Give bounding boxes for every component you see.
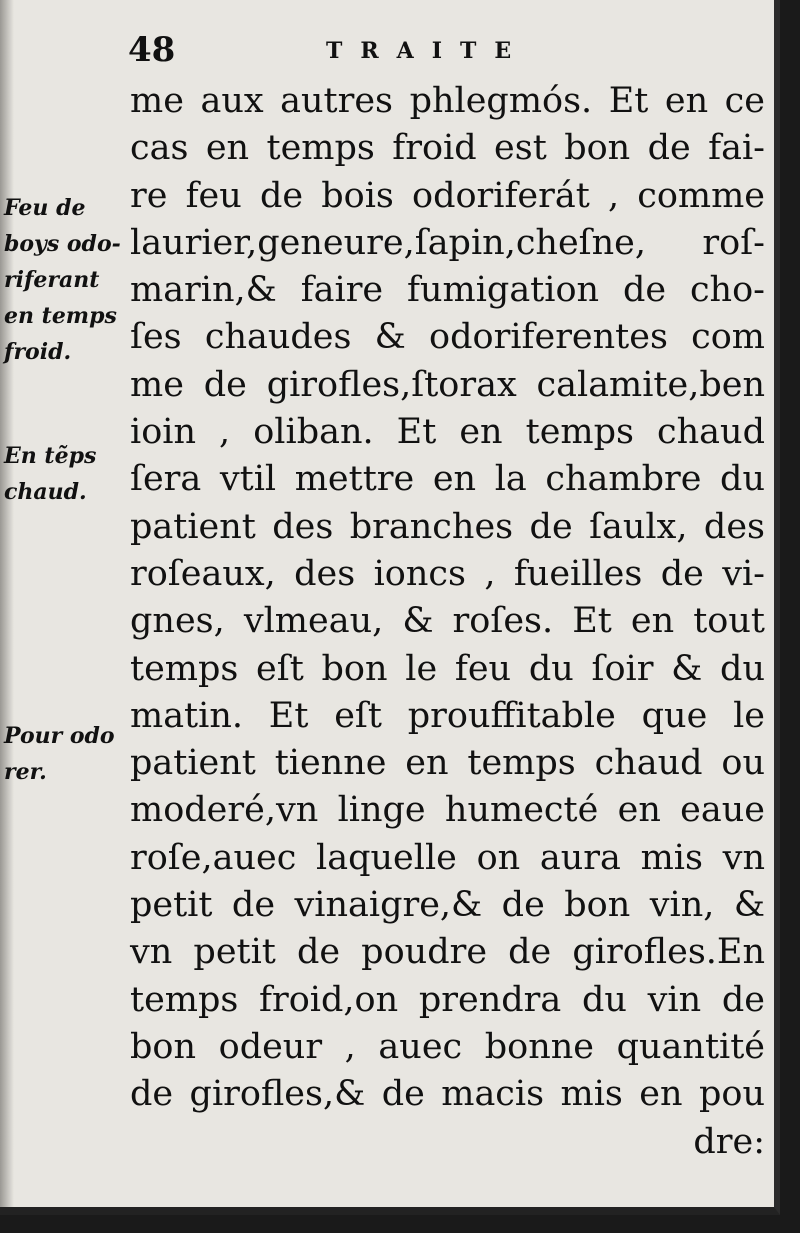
marginal-line: chaud. xyxy=(4,479,87,505)
text-line: patient des branches de ſaulx, des xyxy=(130,506,765,547)
text-line: me aux autres phlegmós. Et en ce xyxy=(130,81,765,121)
marginal-line: Pour odo xyxy=(4,723,115,749)
marginal-line: En tẽps xyxy=(4,443,97,469)
marginal-line: Feu de xyxy=(4,195,86,221)
marginal-line: riferant xyxy=(4,267,100,293)
marginal-line: froid. xyxy=(4,339,72,365)
text-line: patient tienne en temps chaud ou xyxy=(130,743,765,784)
text-line: me de girofles,ſtorax calamite,ben xyxy=(130,364,765,405)
marginal-note-pour-odorer xyxy=(4,718,115,790)
text-line: gnes, vlmeau, & roſes. Et en tout xyxy=(130,601,765,642)
text-line: ioin , oliban. Et en temps chaud xyxy=(130,412,765,453)
catchword-text: dre: xyxy=(693,1121,765,1162)
page-header xyxy=(128,30,768,80)
body-text xyxy=(130,78,765,1166)
marginal-line: en temps xyxy=(4,303,117,329)
text-line: roſe,auec laquelle on aura mis vn xyxy=(130,837,765,878)
marginal-note-en-temps-chaud xyxy=(4,438,96,510)
text-line: temps froid,on prendra du vin de xyxy=(130,979,765,1020)
text-line: laurier,geneure,ſapin,cheſne, roſ- xyxy=(130,222,765,263)
text-line: roſeaux, des ioncs , fueilles de vi- xyxy=(130,553,765,594)
marginal-note-feu-de-boys xyxy=(4,190,121,370)
text-line: petit de vinaigre,& de bon vin, & xyxy=(130,885,765,926)
text-line: bon odeur , auec bonne quantité xyxy=(130,1026,765,1067)
text-line: re feu de bois odoriferát , comme xyxy=(130,175,765,216)
marginal-line: rer. xyxy=(4,759,47,785)
text-line: matin. Et eſt prouffitable que le xyxy=(130,695,765,736)
text-line: marin,& faire fumigation de cho- xyxy=(130,270,765,311)
text-line: ſes chaudes & odoriferentes com xyxy=(130,317,765,358)
marginal-line: boys odo- xyxy=(4,231,121,257)
page-number: 48 xyxy=(128,30,176,70)
catchword xyxy=(130,1119,765,1166)
text-line: temps eſt bon le feu du ſoir & du xyxy=(130,648,765,689)
text-line: de girofles,& de macis mis en pou xyxy=(130,1074,765,1115)
running-head: TRAITE xyxy=(326,38,530,64)
text-line: cas en temps froid est bon de fai- xyxy=(130,128,765,169)
text-line: ſera vtil mettre en la chambre du xyxy=(130,459,765,500)
spine-shadow xyxy=(0,0,14,1207)
text-line: vn petit de poudre de girofles.En xyxy=(130,932,765,973)
text-line: moderé,vn linge humecté en eaue xyxy=(130,790,765,831)
